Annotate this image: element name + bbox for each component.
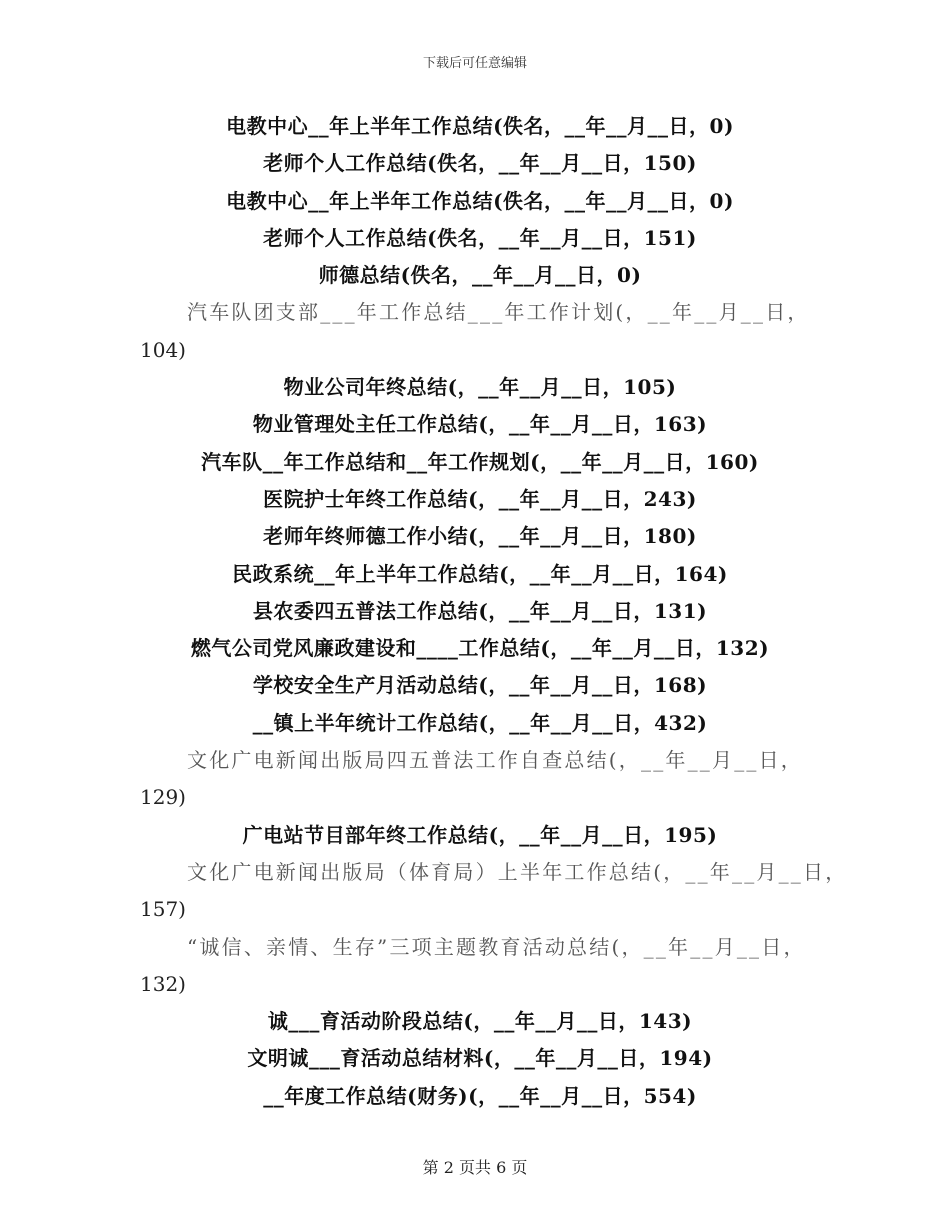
list-item: 县农委四五普法工作总结(，__年__月__日，131)	[252, 598, 708, 623]
list-item: 老师个人工作总结(佚名，__年__月__日，151)	[263, 225, 697, 250]
list-item: “诚信、亲情、生存”三项主题教育活动总结(，__年__月__日，	[187, 934, 806, 959]
list-item-continuation: 129)	[140, 785, 186, 810]
list-item: 老师个人工作总结(佚名，__年__月__日，150)	[263, 151, 697, 176]
list-item: 文化广电新闻出版局四五普法工作自查总结(，__年__月__日，	[187, 748, 804, 773]
page-header-note: 下载后可任意编辑	[422, 56, 527, 71]
list-item: 物业公司年终总结(，__年__月__日，105)	[283, 375, 677, 400]
list-item: 诚___育活动阶段总结(，__年__月__日，143)	[267, 1009, 693, 1034]
list-item: 燃气公司党风廉政建设和____工作总结(，__年__月__日，132)	[190, 636, 770, 661]
list-item: 广电站节目部年终工作总结(，__年__月__日，195)	[242, 822, 718, 847]
list-item: 物业管理处主任工作总结(，__年__月__日，163)	[252, 412, 708, 437]
document-entry-list	[140, 108, 848, 1115]
list-item: 电教中心__年上半年工作总结(佚名，__年__月__日，0)	[226, 188, 734, 213]
list-item: 老师年终师德工作小结(，__年__月__日，180)	[263, 524, 697, 549]
page-footer-info: 第 2 页共 6 页	[422, 1158, 528, 1177]
list-item: 文明诚___育活动总结材料(，__年__月__日，194)	[247, 1046, 713, 1071]
list-item: 电教中心__年上半年工作总结(佚名，__年__月__日，0)	[226, 114, 734, 138]
list-item: __镇上半年统计工作总结(，__年__月__日，432)	[252, 710, 708, 735]
list-item: 汽车队__年工作总结和__年工作规划(，__年__月__日，160)	[201, 449, 759, 474]
list-item: __年度工作总结(财务)(，__年__月__日，554)	[263, 1083, 697, 1108]
list-item-continuation: 157)	[140, 897, 186, 922]
list-item: 师德总结(佚名，__年__月__日，0)	[318, 263, 642, 288]
list-item: 汽车队团支部___年工作总结___年工作计划(，__年__月__日，	[187, 300, 810, 325]
list-item: 医院护士年终工作总结(，__年__月__日，243)	[263, 486, 697, 511]
list-item: 民政系统__年上半年工作总结(，__年__月__日，164)	[232, 561, 728, 586]
list-item-continuation: 104)	[140, 337, 186, 362]
list-item-continuation: 132)	[140, 971, 186, 996]
list-item: 文化广电新闻出版局（体育局）上半年工作总结(，__年__月__日，	[187, 859, 848, 884]
list-item: 学校安全生产月活动总结(，__年__月__日，168)	[252, 673, 708, 698]
